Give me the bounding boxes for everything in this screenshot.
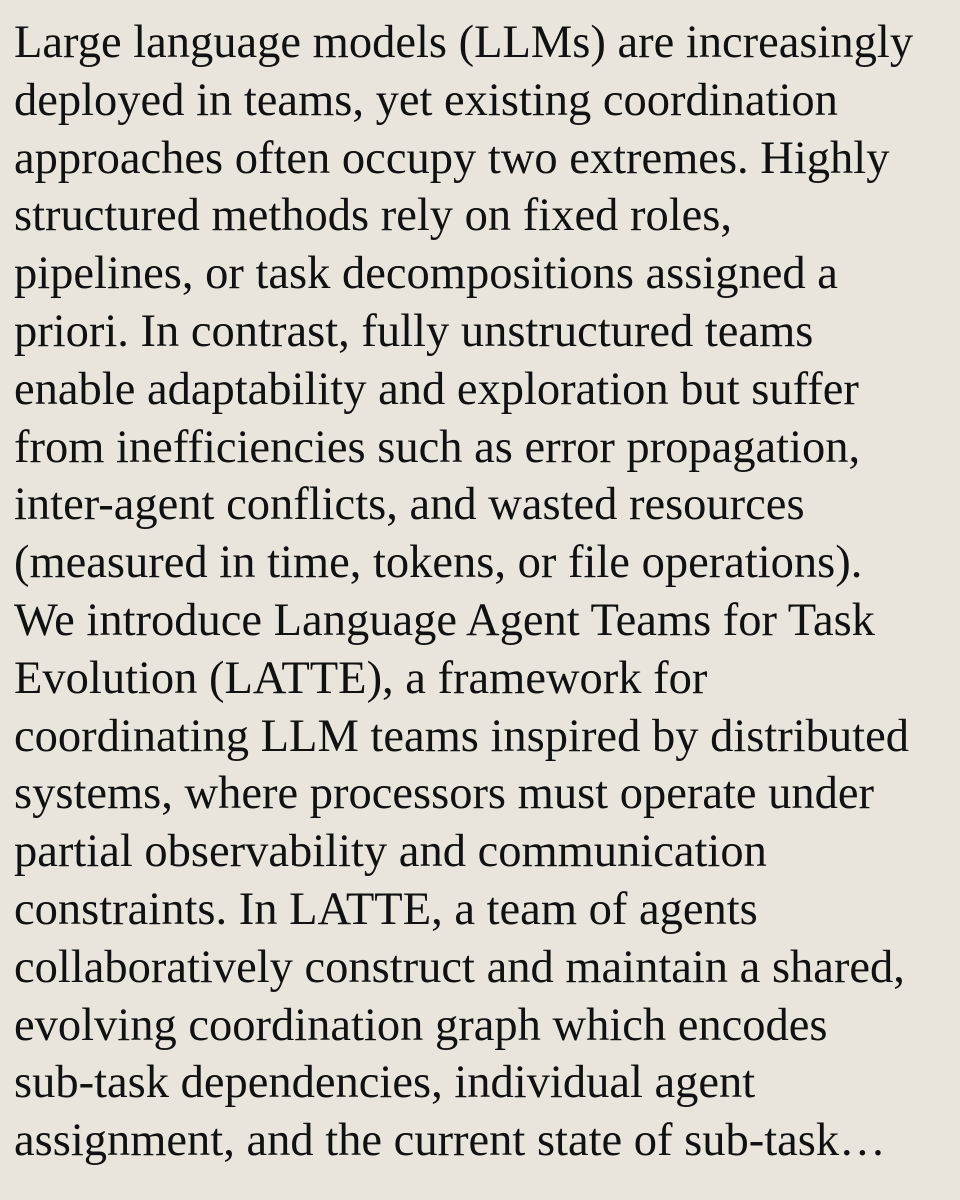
abstract-line: assignment, and the current state of sub-task… bbox=[14, 1115, 886, 1167]
abstract-text bbox=[14, 14, 954, 1170]
abstract-line: collaboratively construct and maintain a shared, bbox=[14, 941, 905, 993]
abstract-line: priori. In contrast, fully unstructured teams bbox=[14, 305, 814, 357]
abstract-line: partial observability and communication bbox=[14, 826, 767, 878]
abstract-line: We introduce Language Agent Teams for Task bbox=[14, 594, 875, 646]
abstract-line: approaches often occupy two extremes. Highly bbox=[14, 132, 890, 184]
abstract-line: structured methods rely on fixed roles, bbox=[14, 190, 732, 242]
abstract-line: (measured in time, tokens, or file operations). bbox=[14, 537, 863, 589]
abstract-line: systems, where processors must operate under bbox=[14, 768, 875, 820]
abstract-line: from inefficiencies such as error propagation, bbox=[14, 421, 861, 473]
abstract-line: pipelines, or task decompositions assigned a bbox=[14, 248, 838, 300]
abstract-line: enable adaptability and exploration but suffer bbox=[14, 363, 859, 415]
abstract-line: constraints. In LATTE, a team of agents bbox=[14, 883, 758, 935]
abstract-line: Evolution (LATTE), a framework for bbox=[14, 652, 708, 704]
abstract-line: coordinating LLM teams inspired by distributed bbox=[14, 710, 909, 762]
abstract-line: inter-agent conflicts, and wasted resources bbox=[14, 479, 805, 531]
abstract-line: Large language models (LLMs) are increasingly bbox=[14, 17, 914, 68]
abstract-line: deployed in teams, yet existing coordination bbox=[14, 74, 838, 126]
abstract-line: sub-task dependencies, individual agent bbox=[14, 1057, 756, 1109]
abstract-line: evolving coordination graph which encodes bbox=[14, 999, 828, 1051]
